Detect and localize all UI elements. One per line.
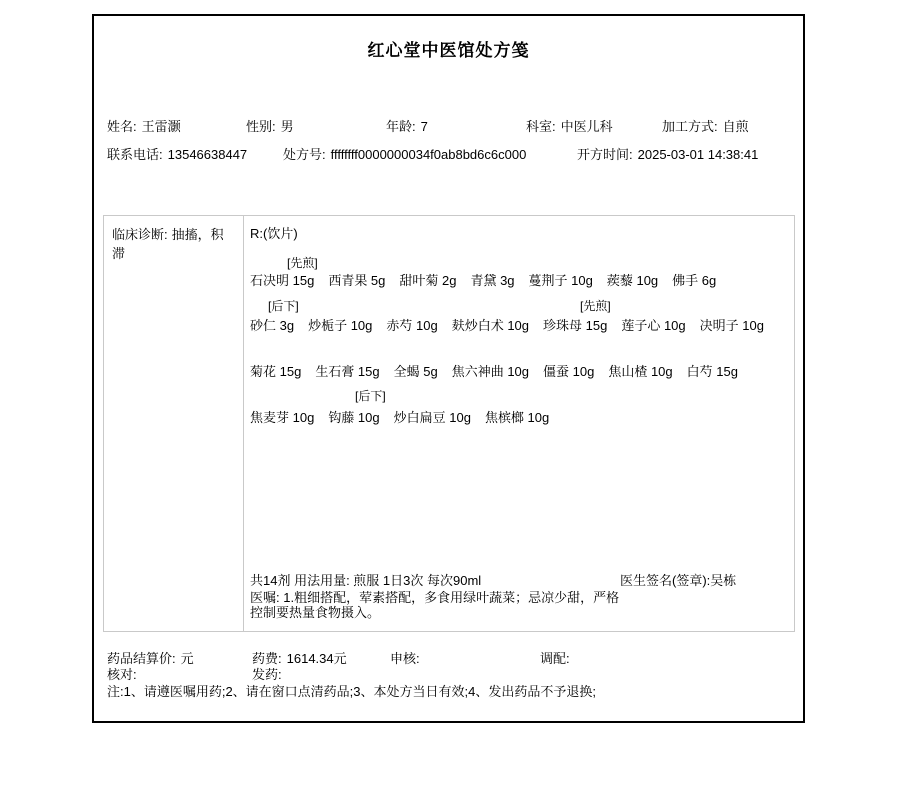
medicine-fee-label: 药费: — [252, 651, 282, 666]
herb-item: 菊花 15g — [250, 364, 302, 379]
herb-item: 全蝎 5g — [393, 364, 438, 379]
herb-item: 焦槟榔 10g — [484, 410, 550, 425]
review-label: 申核: — [390, 651, 420, 666]
rx-number-label: 处方号: — [283, 147, 326, 162]
review-field — [390, 651, 425, 667]
department-label: 科室: — [526, 119, 556, 134]
herb-item: 砂仁 3g — [250, 318, 295, 333]
rx-number-value: ffffffff0000000034f0ab8bd6c6c000 — [330, 147, 527, 162]
check-label: 核对: — [107, 667, 137, 682]
patient-name-field — [107, 119, 181, 135]
herb-item: 甜叶菊 2g — [399, 273, 457, 288]
herb-item: 石决明 15g — [250, 273, 315, 288]
processing-method-field — [662, 119, 749, 135]
diagnosis-label: 临床诊断: — [112, 227, 168, 242]
dispense-label: 调配: — [540, 651, 570, 666]
diagnosis-value: 抽搐，积滞 — [112, 227, 224, 261]
herb-item: 白芍 15g — [686, 364, 738, 379]
issue-medicine-field — [252, 667, 287, 683]
herb-row-4 — [250, 410, 563, 426]
doctor-signature-field — [620, 573, 736, 589]
department-value: 中医儿科 — [560, 119, 613, 134]
prescription-box — [103, 215, 795, 632]
herb-item: 焦麦芽 10g — [250, 410, 315, 425]
department-field — [526, 119, 613, 135]
doctor-advice-line-1: 医嘱: 1.粗细搭配，荤素搭配，多食用绿叶蔬菜；忌凉少甜，严格 — [250, 590, 620, 605]
processing-method-value: 自煎 — [722, 119, 749, 134]
issue-medicine-label: 发药: — [252, 667, 282, 682]
herb-item: 焦六神曲 10g — [451, 364, 530, 379]
herb-row-1 — [250, 273, 730, 289]
herb-item: 西青果 5g — [328, 273, 386, 288]
rx-number-field — [283, 147, 526, 163]
prescription-content — [245, 216, 794, 631]
clinic-title: 红心堂中医馆处方笺 — [367, 41, 530, 60]
herb-item: 赤芍 10g — [386, 318, 438, 333]
footer-note: 注:1、请遵医嘱用药;2、请在窗口点清药品;3、本处方当日有效;4、发出药品不予退换; — [107, 684, 596, 699]
herb-item: 蒺藜 10g — [606, 273, 659, 288]
doctor-signature-label: 医生签名(签章): — [620, 573, 711, 588]
herb-item: 钩藤 10g — [328, 410, 380, 425]
rx-header: R:(饮片) — [250, 226, 298, 241]
patient-age-field — [386, 119, 428, 135]
patient-name-label: 姓名: — [107, 119, 137, 134]
phone-label: 联系电话: — [107, 147, 163, 162]
herb-item: 珍珠母 15g — [543, 318, 608, 333]
prescription-sheet — [92, 14, 805, 723]
settlement-price-field — [107, 651, 194, 667]
check-field — [107, 667, 142, 683]
patient-name-value: 王雷灏 — [141, 119, 181, 134]
herb-item: 佛手 6g — [672, 273, 717, 288]
herb-row-3 — [250, 364, 752, 380]
phone-value: 13546638447 — [167, 147, 248, 162]
medicine-fee-value: 1614.34元 — [286, 651, 347, 666]
settlement-price-value: 元 — [180, 651, 194, 666]
herb-item: 麸炒白术 10g — [451, 318, 530, 333]
herb-item: 莲子心 10g — [621, 318, 686, 333]
add-later-tag: [后下] — [355, 389, 386, 403]
add-later-tag: [后下] — [268, 299, 299, 313]
issue-time-value: 2025-03-01 14:38:41 — [637, 147, 759, 162]
dispense-field — [540, 651, 575, 667]
issue-time-field — [577, 147, 758, 163]
doctor-signature-value: 吴栋 — [710, 573, 737, 588]
medicine-fee-field — [252, 651, 347, 667]
doctor-advice-line-2: 控制要热量食物摄入。 — [250, 605, 381, 620]
issue-time-label: 开方时间: — [577, 147, 633, 162]
herb-row-2 — [250, 318, 778, 334]
herb-item: 炒白扁豆 10g — [393, 410, 471, 425]
doctor-advice — [250, 590, 619, 620]
herb-item: 炒栀子 10g — [308, 318, 373, 333]
patient-age-value: 7 — [420, 119, 428, 134]
dosage-usage-line: 共14剂 用法用量: 煎服 1日3次 每次90ml — [250, 573, 482, 588]
herb-item: 蔓荆子 10g — [528, 273, 593, 288]
settlement-price-label: 药品结算价: — [107, 651, 176, 666]
herb-item: 焦山楂 10g — [608, 364, 673, 379]
processing-method-label: 加工方式: — [662, 119, 718, 134]
clinical-diagnosis — [104, 216, 244, 631]
patient-gender-field — [246, 119, 294, 135]
decoct-first-tag: [先煎] — [287, 256, 318, 270]
phone-field — [107, 147, 247, 163]
herb-item: 决明子 10g — [699, 318, 764, 333]
patient-gender-label: 性别: — [246, 119, 276, 134]
herb-item: 青黛 3g — [470, 273, 515, 288]
herb-item: 僵蚕 10g — [543, 364, 595, 379]
patient-gender-value: 男 — [280, 119, 294, 134]
herb-item: 生石膏 15g — [315, 364, 380, 379]
decoct-first-tag: [先煎] — [580, 299, 611, 313]
patient-age-label: 年龄: — [386, 119, 416, 134]
